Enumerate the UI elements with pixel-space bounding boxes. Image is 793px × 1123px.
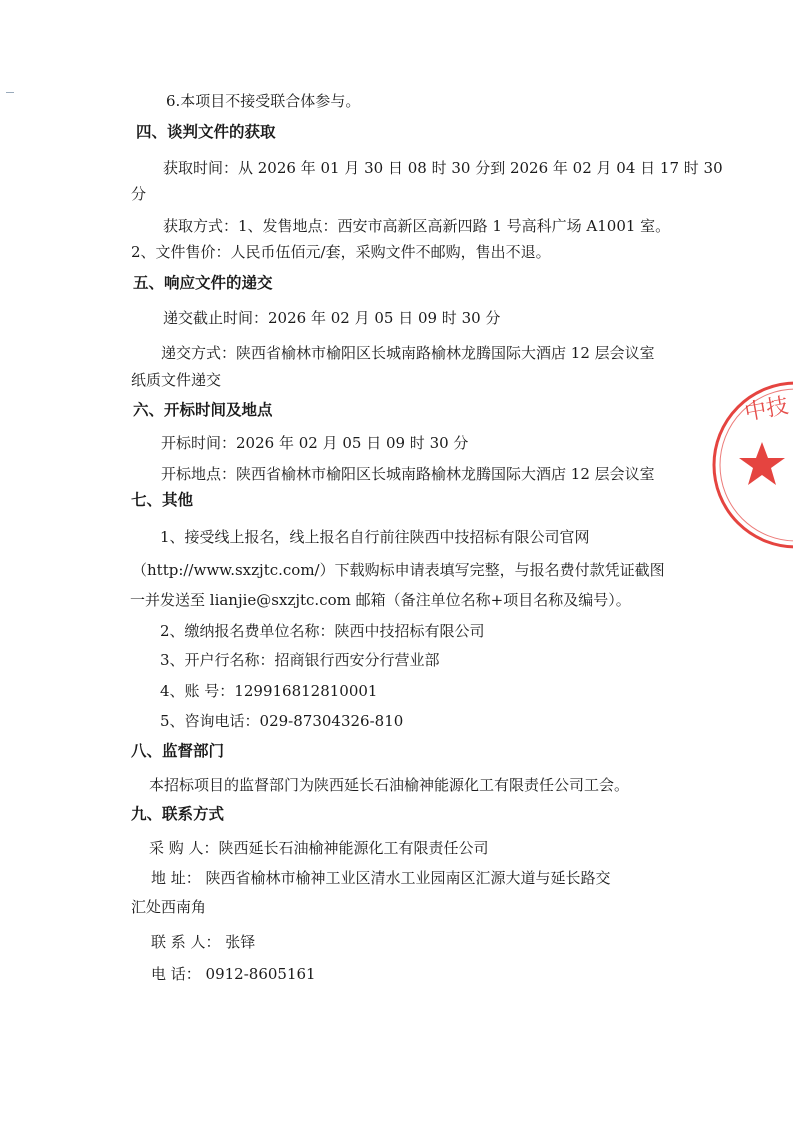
opening-time: 开标时间：2026 年 02 月 05 日 09 时 30 分 [161, 434, 469, 452]
contact-person: 联 系 人： 张铎 [151, 933, 256, 951]
online-registration: 1、接受线上报名，线上报名自行前往陕西中技招标有限公司官网 [160, 528, 590, 546]
section-9-heading: 九、联系方式 [131, 804, 225, 823]
purchaser: 采 购 人：陕西延长石油榆神能源化工有限责任公司 [149, 839, 489, 857]
acquisition-method: 获取方式：1、发售地点：西安市高新区高新四路 1 号高科广场 A1001 室。 [163, 217, 671, 235]
item-6-text: 6.本项目不接受联合体参与。 [166, 92, 361, 110]
account-number: 4、账 号：129916812810001 [160, 682, 378, 700]
section-5-heading: 五、响应文件的递交 [133, 273, 273, 292]
section-4-heading: 四、谈判文件的获取 [136, 122, 276, 141]
opening-location: 开标地点：陕西省榆林市榆阳区长城南路榆林龙腾国际大酒店 12 层会议室 [161, 465, 655, 483]
fee-payee: 2、缴纳报名费单位名称：陕西中技招标有限公司 [160, 622, 485, 640]
acquisition-time-cont: 分 [131, 185, 147, 203]
svg-text:中技: 中技 [742, 393, 791, 426]
submission-method: 递交方式：陕西省榆林市榆阳区长城南路榆林龙腾国际大酒店 12 层会议室 [161, 344, 655, 362]
submission-method-cont: 纸质文件递交 [131, 371, 222, 389]
contact-phone: 电 话： 0912-8605161 [151, 965, 316, 983]
acquisition-time: 获取时间：从 2026 年 01 月 30 日 08 时 30 分到 2026 年 02 月 04 日 17 时 30 [163, 159, 723, 177]
section-7-heading: 七、其他 [131, 490, 194, 509]
supervision-text: 本招标项目的监督部门为陕西延长石油榆神能源化工有限责任公司工会。 [149, 776, 630, 794]
online-registration-email: 一并发送至 lianjie@sxzjtc.com 邮箱（备注单位名称+项目名称及编号）。 [130, 591, 631, 609]
bank-name: 3、开户行名称：招商银行西安分行营业部 [160, 651, 440, 669]
address-cont: 汇处西南角 [131, 898, 207, 916]
submission-deadline: 递交截止时间：2026 年 02 月 05 日 09 时 30 分 [163, 309, 501, 327]
red-seal-stamp [700, 370, 793, 560]
document-price: 2、文件售价：人民币伍佰元/套，采购文件不邮购，售出不退。 [131, 243, 551, 261]
consult-phone: 5、咨询电话：029-87304326-810 [160, 712, 404, 730]
online-registration-url: （http://www.sxzjtc.com/）下载购标申请表填写完整，与报名费付款凭证截图 [132, 561, 665, 579]
section-6-heading: 六、开标时间及地点 [133, 400, 273, 419]
margin-mark [6, 92, 14, 93]
section-8-heading: 八、监督部门 [131, 741, 225, 760]
address: 地 址： 陕西省榆林市榆神工业区清水工业园南区汇源大道与延长路交 [151, 869, 611, 887]
